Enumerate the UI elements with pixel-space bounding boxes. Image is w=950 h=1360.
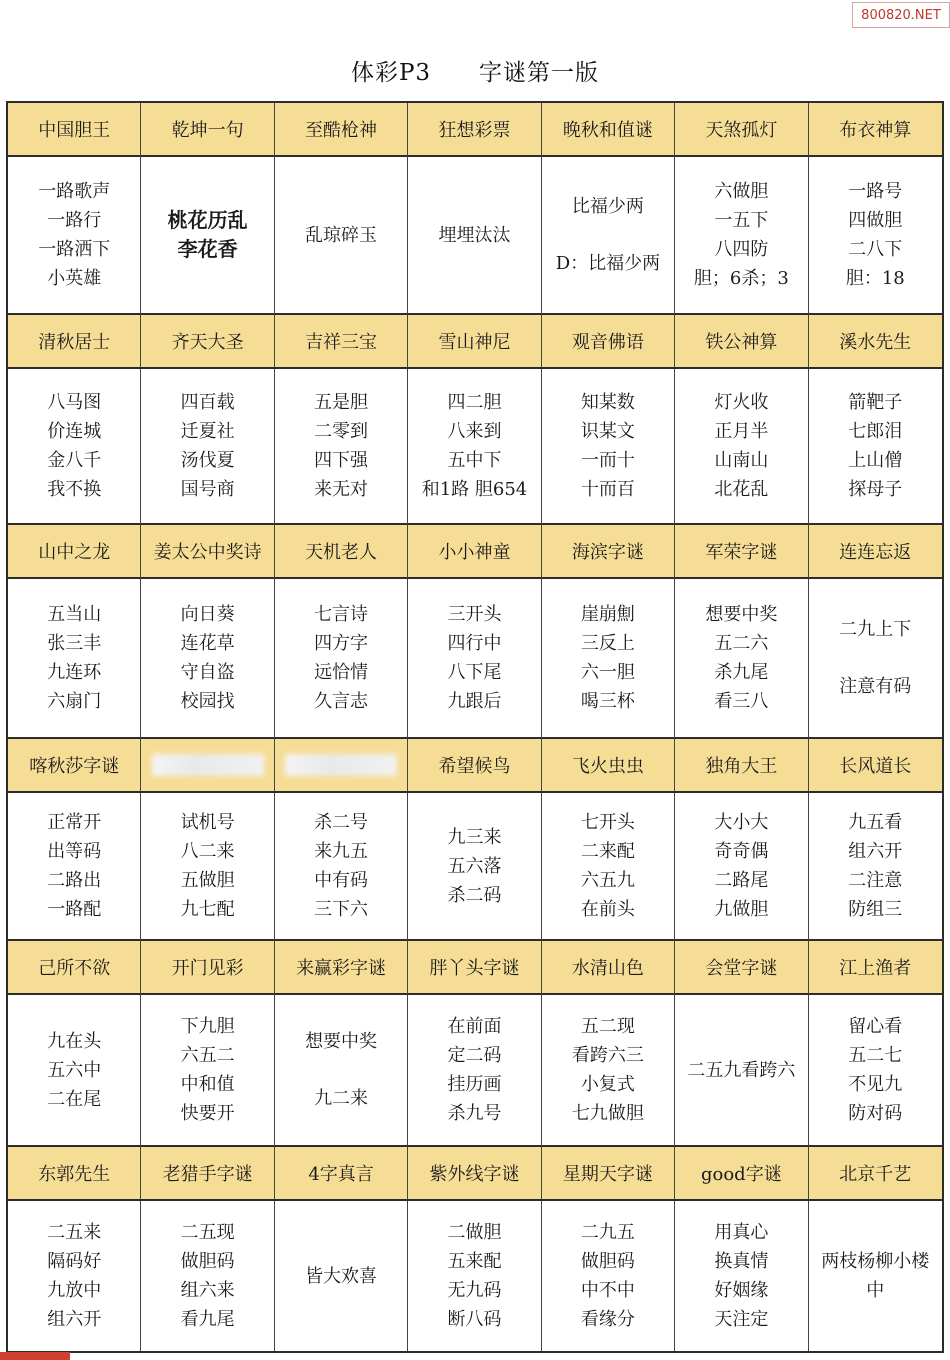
riddle-line: 十而百 <box>580 479 635 500</box>
column-header: 军荣字谜 <box>675 525 808 579</box>
riddle-line: 比福少两 <box>571 196 644 217</box>
riddle-line: 无九码 <box>447 1280 502 1301</box>
riddle-cell <box>141 1201 274 1351</box>
column-header: 小小神童 <box>408 525 541 579</box>
riddle-line: 九七配 <box>180 899 235 920</box>
riddle-line: 五六中 <box>47 1059 102 1081</box>
riddle-line: 八四防 <box>714 239 769 260</box>
column-header: 姜太公中奖诗 <box>141 525 274 579</box>
riddle-line: 中 <box>866 1280 885 1301</box>
riddle-line: 五是胆 <box>314 392 369 413</box>
riddle-line: 八马图 <box>47 392 102 413</box>
column-header: 连连忘返 <box>809 525 942 579</box>
riddle-line: 九在头 <box>47 1030 102 1052</box>
riddle-line: 看九尾 <box>180 1309 235 1330</box>
riddle-cell <box>809 1201 942 1351</box>
riddle-line: 想要中奖 <box>305 1031 378 1052</box>
column-header: 胖丫头字谜 <box>408 941 541 995</box>
riddle-line: 一而十 <box>580 450 635 471</box>
riddle-line: 六一胆 <box>580 662 635 683</box>
riddle-line: 六五九 <box>580 870 635 891</box>
riddle-line: 中不中 <box>580 1280 635 1301</box>
column-header: 吉祥三宝 <box>275 315 408 369</box>
riddle-line: 中有码 <box>314 870 369 891</box>
riddle-line: 杀二号 <box>314 812 369 833</box>
riddle-line: 二做胆 <box>447 1222 502 1243</box>
riddle-line: 杀九号 <box>447 1103 502 1124</box>
riddle-line: 二来配 <box>580 841 635 862</box>
riddle-line: 箭靶子 <box>848 392 903 413</box>
riddle-line: 连花草 <box>180 633 235 654</box>
riddle-line: 想要中奖 <box>705 604 778 625</box>
column-header: 铁公神算 <box>675 315 808 369</box>
riddle-line: 五六落 <box>447 855 502 877</box>
riddle-cell <box>675 579 808 739</box>
riddle-line: 组六开 <box>848 841 903 862</box>
riddle-line: 守自盗 <box>180 662 235 683</box>
riddle-line: 组六开 <box>47 1309 102 1330</box>
riddle-line: 二八下 <box>848 239 903 260</box>
riddle-line: 留心看 <box>848 1016 903 1037</box>
riddle-cell <box>141 579 274 739</box>
column-header: 开门见彩 <box>141 941 274 995</box>
column-header: 己所不欲 <box>8 941 141 995</box>
riddle-cell <box>542 579 675 739</box>
riddle-line: 探母子 <box>848 479 903 500</box>
riddle-cell <box>408 157 541 315</box>
riddle-line: 在前面 <box>447 1016 502 1037</box>
riddle-line: 一路歌声 <box>38 181 111 202</box>
title-right: 字谜第一版 <box>479 59 600 86</box>
riddle-line: 二在尾 <box>47 1088 102 1110</box>
riddle-line: 李花香 <box>177 237 238 261</box>
riddle-line: 远恰情 <box>314 662 369 683</box>
riddle-line: 天注定 <box>714 1309 769 1330</box>
riddle-line: 六五二 <box>180 1045 235 1066</box>
riddle-line: 二五九看跨六 <box>687 1059 796 1081</box>
riddle-cell <box>275 793 408 941</box>
riddle-cell <box>408 995 541 1147</box>
riddle-line: 五做胆 <box>180 870 235 891</box>
column-header <box>141 739 274 793</box>
riddle-line: 一路配 <box>47 899 102 920</box>
column-header: 狂想彩票 <box>408 103 541 157</box>
column-header: 来赢彩字谜 <box>275 941 408 995</box>
riddle-line: 二路出 <box>47 870 102 891</box>
riddle-line: 二九上下 <box>839 619 912 640</box>
riddle-line: 好姻缘 <box>714 1280 769 1301</box>
riddle-line: 防对码 <box>848 1103 903 1124</box>
column-header: 雪山神尼 <box>408 315 541 369</box>
riddle-line: 换真情 <box>714 1251 769 1272</box>
riddle-line: 四下强 <box>314 450 369 471</box>
column-header <box>275 739 408 793</box>
riddle-line: 九跟后 <box>447 691 502 712</box>
riddle-line: 山南山 <box>714 450 769 471</box>
riddle-cell <box>675 1201 808 1351</box>
riddle-cell <box>408 1201 541 1351</box>
riddle-line: 六扇门 <box>47 691 102 712</box>
riddle-cell <box>408 369 541 525</box>
riddle-line: 我不换 <box>47 479 102 500</box>
riddle-line: 张三丰 <box>47 633 102 654</box>
column-header: 海滨字谜 <box>542 525 675 579</box>
riddle-line: 大小大 <box>714 812 769 833</box>
column-header: 晚秋和值谜 <box>542 103 675 157</box>
riddle-line: 七郎泪 <box>848 421 903 442</box>
riddle-cell <box>542 793 675 941</box>
riddle-cell <box>675 157 808 315</box>
riddle-line: 二五来 <box>47 1222 102 1243</box>
obscured-header <box>152 754 264 776</box>
site-watermark: 800820.NET <box>852 2 950 28</box>
riddle-line: 两枝杨柳小楼 <box>821 1251 930 1272</box>
riddle-cell <box>141 369 274 525</box>
riddle-line: 注意有码 <box>839 676 912 697</box>
column-header: 布衣神算 <box>809 103 942 157</box>
riddle-line: 七言诗 <box>314 604 369 625</box>
riddle-cell <box>141 793 274 941</box>
riddle-line: 和1路 胆654 <box>421 479 528 500</box>
riddle-cell <box>141 995 274 1147</box>
column-header: 乾坤一句 <box>141 103 274 157</box>
riddle-line: 看缘分 <box>580 1309 635 1330</box>
riddle-cell <box>8 369 141 525</box>
riddle-line: 一五下 <box>714 210 769 231</box>
riddle-line: 一路洒下 <box>38 239 111 260</box>
title-left: 体彩P3 <box>350 59 432 86</box>
riddle-line: D：比福少两 <box>555 253 661 274</box>
riddle-line: 灯火收 <box>714 392 769 413</box>
riddle-line: 九五看 <box>848 812 903 833</box>
riddle-line: 崖崩劁 <box>580 604 635 625</box>
riddle-line: 一路号 <box>848 181 903 202</box>
riddle-line: 北花乱 <box>714 479 769 500</box>
riddle-line: 二路尾 <box>714 870 769 891</box>
riddle-line: 八二来 <box>180 841 235 862</box>
riddle-line: 价连城 <box>47 421 102 442</box>
riddle-line: 五二七 <box>848 1045 903 1066</box>
riddle-line: 九三来 <box>447 826 502 848</box>
column-header: 紫外线字谜 <box>408 1147 541 1201</box>
column-header: 北京千艺 <box>809 1147 942 1201</box>
riddle-line: 断八码 <box>447 1309 502 1330</box>
riddle-cell <box>408 579 541 739</box>
riddle-line: 四行中 <box>447 633 502 654</box>
riddle-line: 三反上 <box>580 633 635 654</box>
riddle-line: 四百载 <box>180 392 235 413</box>
obscured-header <box>285 754 397 776</box>
riddle-line: 快要开 <box>180 1103 235 1124</box>
riddle-line: 在前头 <box>580 899 635 920</box>
riddle-line: 一路行 <box>47 210 102 231</box>
column-header: 独角大王 <box>675 739 808 793</box>
riddle-line: 八下尾 <box>447 662 502 683</box>
column-header: 山中之龙 <box>8 525 141 579</box>
riddle-line: 出等码 <box>47 841 102 862</box>
riddle-line: 用真心 <box>714 1222 769 1243</box>
riddle-line: 久言志 <box>314 691 369 712</box>
riddle-line: 二九五 <box>580 1222 635 1243</box>
riddle-line: 校园找 <box>180 691 235 712</box>
riddle-line: 皆大欢喜 <box>305 1265 378 1287</box>
column-header: 天煞孤灯 <box>675 103 808 157</box>
riddle-line: 二零到 <box>314 421 369 442</box>
riddle-cell <box>809 369 942 525</box>
riddle-line: 埋埋汰汰 <box>438 224 511 246</box>
riddle-line: 防组三 <box>848 899 903 920</box>
riddle-cell <box>275 579 408 739</box>
riddle-line: 小英雄 <box>47 268 102 289</box>
riddle-line: 七九做胆 <box>571 1103 644 1124</box>
riddle-table <box>6 101 944 1353</box>
riddle-cell <box>809 793 942 941</box>
riddle-line: 胆；6杀；3 <box>693 268 789 289</box>
riddle-line: 汤伐夏 <box>180 450 235 471</box>
page-title <box>0 52 950 88</box>
riddle-line: 小复式 <box>580 1074 635 1095</box>
riddle-line: 挂历画 <box>447 1074 502 1095</box>
footer-mark <box>0 1352 70 1360</box>
riddle-line: 桃花历乱 <box>167 208 248 232</box>
riddle-line: 知某数 <box>580 392 635 413</box>
riddle-line: 组六来 <box>180 1280 235 1301</box>
riddle-line: 国号商 <box>180 479 235 500</box>
column-header: 中国胆王 <box>8 103 141 157</box>
riddle-line: 五二六 <box>714 633 769 654</box>
column-header: 星期天字谜 <box>542 1147 675 1201</box>
riddle-line: 五二现 <box>580 1016 635 1037</box>
riddle-cell <box>8 157 141 315</box>
riddle-line: 迁夏社 <box>180 421 235 442</box>
riddle-line: 四方字 <box>314 633 369 654</box>
column-header: 会堂字谜 <box>675 941 808 995</box>
riddle-line: 做胆码 <box>580 1251 635 1272</box>
riddle-line: 乱琼碎玉 <box>305 224 378 246</box>
riddle-line: 喝三杯 <box>580 691 635 712</box>
riddle-cell <box>8 1201 141 1351</box>
column-header: 老猎手字谜 <box>141 1147 274 1201</box>
column-header: 齐天大圣 <box>141 315 274 369</box>
riddle-line: 来九五 <box>314 841 369 862</box>
riddle-line: 定二码 <box>447 1045 502 1066</box>
riddle-line: 五当山 <box>47 604 102 625</box>
riddle-cell <box>675 995 808 1147</box>
column-header: 喀秋莎字谜 <box>8 739 141 793</box>
riddle-line: 四做胆 <box>848 210 903 231</box>
riddle-cell <box>8 995 141 1147</box>
riddle-line: 来无对 <box>314 479 369 500</box>
riddle-line: 杀九尾 <box>714 662 769 683</box>
riddle-line: 看跨六三 <box>571 1045 644 1066</box>
column-header: 江上渔者 <box>809 941 942 995</box>
riddle-line: 做胆码 <box>180 1251 235 1272</box>
column-header: 东郭先生 <box>8 1147 141 1201</box>
riddle-line: 九做胆 <box>714 899 769 920</box>
riddle-line: 五中下 <box>447 450 502 471</box>
column-header: 长风道长 <box>809 739 942 793</box>
column-header: 飞火虫虫 <box>542 739 675 793</box>
riddle-cell <box>275 995 408 1147</box>
riddle-line: 正常开 <box>47 812 102 833</box>
riddle-cell <box>408 793 541 941</box>
riddle-line: 中和值 <box>180 1074 235 1095</box>
riddle-line: 金八千 <box>47 450 102 471</box>
riddle-cell <box>809 995 942 1147</box>
riddle-cell <box>542 995 675 1147</box>
riddle-line: 杀二码 <box>447 884 502 906</box>
riddle-cell <box>675 793 808 941</box>
column-header: good字谜 <box>675 1147 808 1201</box>
riddle-cell <box>275 1201 408 1351</box>
riddle-cell <box>542 157 675 315</box>
riddle-cell <box>141 157 274 315</box>
riddle-cell <box>8 793 141 941</box>
column-header: 4字真言 <box>275 1147 408 1201</box>
column-header: 至酷枪神 <box>275 103 408 157</box>
riddle-line: 奇奇偶 <box>714 841 769 862</box>
riddle-line: 九二来 <box>314 1088 369 1109</box>
column-header: 希望候鸟 <box>408 739 541 793</box>
column-header: 观音佛语 <box>542 315 675 369</box>
column-header: 清秋居士 <box>8 315 141 369</box>
column-header: 水清山色 <box>542 941 675 995</box>
riddle-line: 隔码好 <box>47 1251 102 1272</box>
riddle-line: 二五现 <box>180 1222 235 1243</box>
riddle-line: 九放中 <box>47 1280 102 1301</box>
riddle-line: 九连环 <box>47 662 102 683</box>
riddle-line: 三开头 <box>447 604 502 625</box>
riddle-line: 不见九 <box>848 1074 903 1095</box>
riddle-cell <box>675 369 808 525</box>
riddle-line: 七开头 <box>580 812 635 833</box>
riddle-cell <box>275 157 408 315</box>
riddle-line: 正月半 <box>714 421 769 442</box>
riddle-line: 看三八 <box>714 691 769 712</box>
riddle-cell <box>809 579 942 739</box>
riddle-line: 六做胆 <box>714 181 769 202</box>
riddle-cell <box>275 369 408 525</box>
riddle-line: 向日葵 <box>180 604 235 625</box>
riddle-cell <box>809 157 942 315</box>
riddle-cell <box>8 579 141 739</box>
riddle-cell <box>542 369 675 525</box>
column-header: 溪水先生 <box>809 315 942 369</box>
riddle-line: 三下六 <box>314 899 369 920</box>
riddle-line: 四二胆 <box>447 392 502 413</box>
riddle-line: 五来配 <box>447 1251 502 1272</box>
column-header: 天机老人 <box>275 525 408 579</box>
riddle-cell <box>542 1201 675 1351</box>
riddle-line: 胆：18 <box>845 268 905 289</box>
riddle-line: 下九胆 <box>180 1016 235 1037</box>
riddle-line: 试机号 <box>180 812 235 833</box>
riddle-line: 识某文 <box>580 421 635 442</box>
riddle-line: 上山僧 <box>848 450 903 471</box>
riddle-line: 二注意 <box>848 870 903 891</box>
riddle-line: 八来到 <box>447 421 502 442</box>
